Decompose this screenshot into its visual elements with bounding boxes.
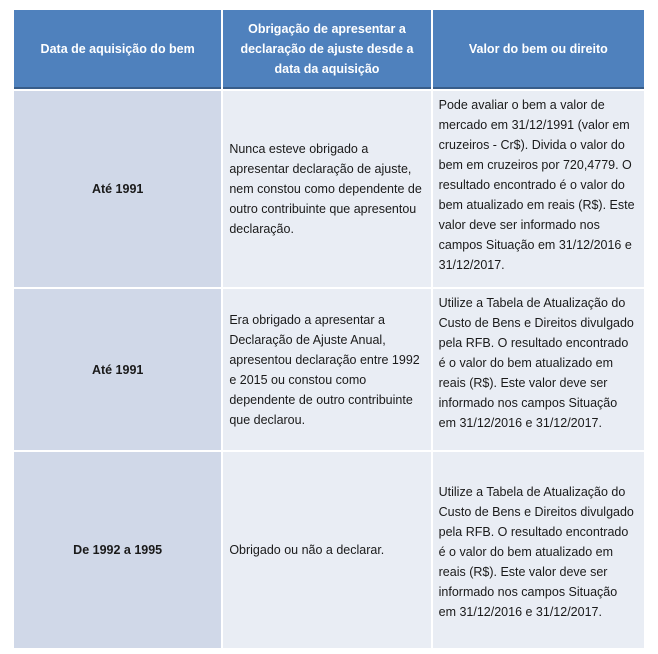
table-row: [14, 452, 644, 648]
cell-valor-bem: Utilize a Tabela de Atualização do Custo de Bens e Direitos divulgado pela RFB. O resultado encontrado é o valor do bem atualizado em reais (R$). Este valor deve ser informado nos campos Situação em 31/12/2016 e 31/12/2017.: [433, 452, 644, 648]
cell-data-aquisicao: Até 1991: [14, 289, 221, 450]
table-header-row: [14, 10, 644, 89]
table-row: [14, 91, 644, 287]
cell-obrigacao: Nunca esteve obrigado a apresentar declaração de ajuste, nem constou como dependente de outro contribuinte que apresentou declaração.: [223, 91, 430, 287]
cell-obrigacao: Obrigado ou não a declarar.: [223, 452, 430, 648]
table-row: [14, 289, 644, 450]
cell-data-aquisicao: Até 1991: [14, 91, 221, 287]
header-data-aquisicao: Data de aquisição do bem: [14, 10, 221, 89]
cell-valor-bem: Utilize a Tabela de Atualização do Custo de Bens e Direitos divulgado pela RFB. O resultado encontrado é o valor do bem atualizado em reais (R$). Este valor deve ser informado nos campos Situação em 31/12/2016 e 31/12/2017.: [433, 289, 644, 450]
cell-data-aquisicao: De 1992 a 1995: [14, 452, 221, 648]
cell-valor-bem: Pode avaliar o bem a valor de mercado em 31/12/1991 (valor em cruzeiros - Cr$). Divida o valor do bem em cruzeiros por 720,4779. O resultado encontrado é o valor do bem atualizado em reais (R$). Este valor deve ser informado nos campos Situação em 31/12/2016 e 31/12/2017.: [433, 91, 644, 287]
acquisition-value-table: [12, 8, 646, 650]
cell-obrigacao: Era obrigado a apresentar a Declaração de Ajuste Anual, apresentou declaração entre 1992 e 2015 ou constou como dependente de outro contribuinte que declarou.: [223, 289, 430, 450]
header-valor-bem: Valor do bem ou direito: [433, 10, 644, 89]
header-obrigacao: Obrigação de apresentar a declaração de ajuste desde a data da aquisição: [223, 10, 430, 89]
